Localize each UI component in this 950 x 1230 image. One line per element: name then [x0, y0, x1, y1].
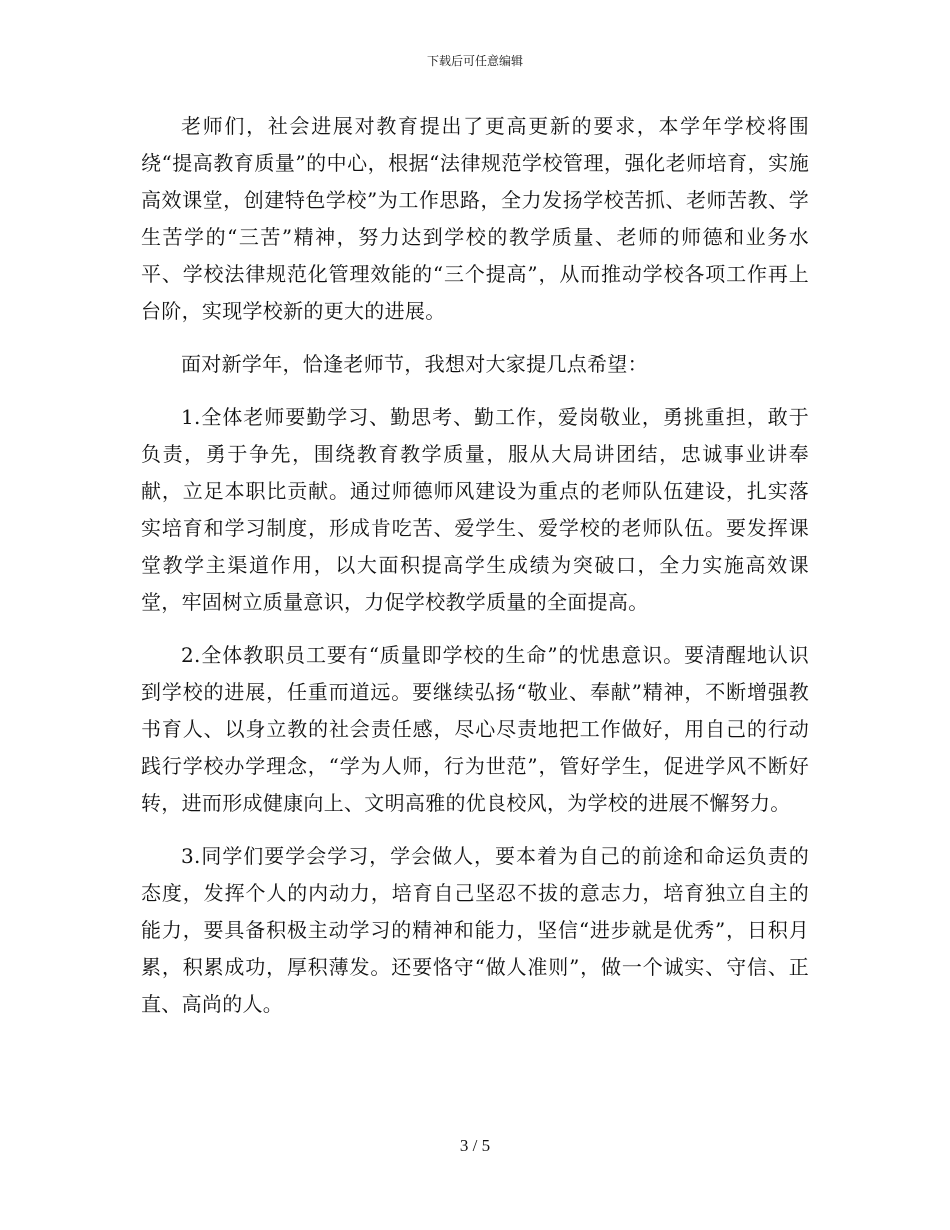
paragraph-item-1: 1.全体老师要勤学习、勤思考、勤工作，爱岗敬业，勇挑重担，敢于负责，勇于争先，围绕教育教学质量，服从大局讲团结，忠诚事业讲奉献，立足本职比贡献。通过师德师风建设为重点的老师队伍建设，扎实落实培育和学习制度，形成肯吃苦、爱学生、爱学校的老师队伍。要发挥课堂教学主渠道作用，以大面积提高学生成绩为突破口，全力实施高效课堂，牢固树立质量意识，力促学校教学质量的全面提高。: [141, 405, 809, 614]
page-header: 下载后可任意编辑: [426, 54, 523, 68]
paragraph-hopes: 面对新学年，恰逢老师节，我想对大家提几点希望：: [181, 352, 648, 376]
paragraph-item-2: 2.全体教职员工要有“质量即学校的生命”的忧患意识。要清醒地认识到学校的进展，任重而道远。要继续弘扬“敬业、奉献”精神，不断增强教书育人、以身立教的社会责任感，尽心尽责地把工作做好，用自己的行动践行学校办学理念，“学为人师，行为世范”，管好学生，促进学风不断好转，进而形成健康向上、文明高雅的优良校风，为学校的进展不懈努力。: [141, 643, 809, 815]
page-number: 3 / 5: [459, 1136, 491, 1155]
paragraph-item-3: 3.同学们要学会学习，学会做人，要本着为自己的前途和命运负责的态度，发挥个人的内动力，培育自己坚忍不拔的意志力，培育独立自主的能力，要具备积极主动学习的精神和能力，坚信“进步就是优秀”，日积月累，积累成功，厚积薄发。还要恪守“做人准则”，做一个诚实、守信、正直、高尚的人。: [141, 844, 809, 1016]
paragraph-intro: 老师们，社会进展对教育提出了更高更新的要求，本学年学校将围绕“提高教育质量”的中心，根据“法律规范学校管理，强化老师培育，实施高效课堂，创建特色学校”为工作思路，全力发扬学校苦抓、老师苦教、学生苦学的“三苦”精神，努力达到学校的教学质量、老师的师德和业务水平、学校法律规范化管理效能的“三个提高”，从而推动学校各项工作再上台阶，实现学校新的更大的进展。: [141, 114, 809, 323]
document-body: [141, 108, 809, 1039]
